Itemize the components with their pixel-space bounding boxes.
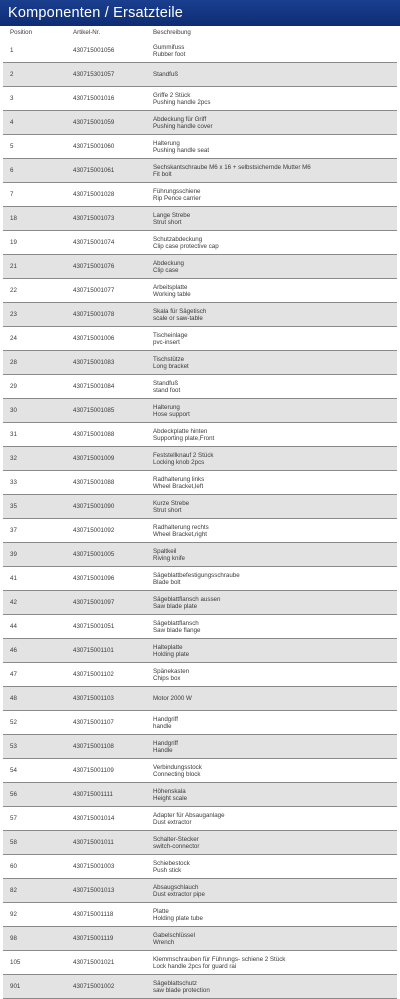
description-german: Schalter-Stecker <box>153 835 199 843</box>
description-english: Locking knob 2pcs <box>153 458 205 466</box>
header-position: Position <box>10 29 33 36</box>
description-german: Sägeblattschutz <box>153 979 198 987</box>
table-row <box>3 543 397 567</box>
cell-position: 82 <box>3 879 66 903</box>
table-row <box>3 63 397 87</box>
table-row <box>3 807 397 831</box>
cell-description <box>146 975 397 999</box>
cell-description <box>146 615 397 639</box>
description-german: Abdeckplatte hinten <box>153 427 208 435</box>
description-german: Radhalterung rechts <box>153 523 209 531</box>
table-row <box>3 207 397 231</box>
cell-article-number: 430715001005 <box>66 543 146 567</box>
description-german: Klemmschrauben für Führungs- schiene 2 Stück <box>153 955 286 963</box>
cell-description <box>146 543 397 567</box>
description-german: Führungsschiene <box>153 187 201 195</box>
description-english: Handle <box>153 746 173 754</box>
cell-position: 6 <box>3 159 66 183</box>
cell-article-number: 430715001059 <box>66 111 146 135</box>
cell-description <box>146 159 397 183</box>
table-row <box>3 375 397 399</box>
cell-article-number: 430715001078 <box>66 303 146 327</box>
description-german: Sechskantschraube M6 x 16 + selbstsichernde Mutter M6 <box>153 163 311 171</box>
cell-article-number: 430715001107 <box>66 711 146 735</box>
table-row <box>3 927 397 951</box>
cell-position: 57 <box>3 807 66 831</box>
cell-position: 98 <box>3 927 66 951</box>
cell-article-number: 430715001085 <box>66 399 146 423</box>
cell-article-number: 430715001097 <box>66 591 146 615</box>
description-english: scale or saw-table <box>153 314 203 322</box>
description-english: Strut short <box>153 506 182 514</box>
table-row <box>3 519 397 543</box>
cell-position: 54 <box>3 759 66 783</box>
table-row <box>3 879 397 903</box>
cell-description <box>146 687 397 711</box>
cell-description <box>146 519 397 543</box>
cell-description <box>146 135 397 159</box>
description-english: switch-connector <box>153 842 200 850</box>
description-german: Absaugschlauch <box>153 883 199 891</box>
description-german: Schiebestock <box>153 859 190 867</box>
description-english: Riving knife <box>153 554 185 562</box>
cell-description <box>146 663 397 687</box>
cell-position: 5 <box>3 135 66 159</box>
description-english: Pushing handle 2pcs <box>153 98 211 106</box>
description-english: Rip Pence carrier <box>153 194 201 202</box>
cell-description <box>146 63 397 87</box>
cell-position: 23 <box>3 303 66 327</box>
description-english: Saw blade flange <box>153 626 201 634</box>
description-german: Adapter für Absauganlage <box>153 811 225 819</box>
description-english: Wrench <box>153 938 175 946</box>
cell-position: 7 <box>3 183 66 207</box>
cell-article-number: 430715001076 <box>66 255 146 279</box>
table-row <box>3 399 397 423</box>
cell-description <box>146 399 397 423</box>
description-english: Fit bolt <box>153 170 172 178</box>
table-row <box>3 279 397 303</box>
cell-description <box>146 783 397 807</box>
description-german: Kurze Strebe <box>153 499 190 507</box>
description-german: Abdeckung <box>153 259 184 267</box>
cell-position: 48 <box>3 687 66 711</box>
description-german: Handgriff <box>153 739 178 747</box>
description-german: Sägeblattflansch <box>153 619 199 627</box>
description-german: Halteplatte <box>153 643 183 651</box>
table-row <box>3 135 397 159</box>
cell-position: 42 <box>3 591 66 615</box>
cell-position: 39 <box>3 543 66 567</box>
description-english: Dust extractor pipe <box>153 890 205 898</box>
cell-description <box>146 807 397 831</box>
cell-description <box>146 351 397 375</box>
description-english: Chips box <box>153 674 181 682</box>
cell-article-number: 430715001011 <box>66 831 146 855</box>
cell-description <box>146 591 397 615</box>
cell-position: 29 <box>3 375 66 399</box>
cell-article-number: 430715001028 <box>66 183 146 207</box>
cell-description <box>146 711 397 735</box>
cell-article-number: 430715001119 <box>66 927 146 951</box>
cell-position: 52 <box>3 711 66 735</box>
description-english: Dust extractor <box>153 818 192 826</box>
parts-table <box>3 26 397 999</box>
description-english: Connecting block <box>153 770 201 778</box>
cell-description <box>146 207 397 231</box>
cell-article-number: 430715001060 <box>66 135 146 159</box>
cell-article-number: 430715001003 <box>66 855 146 879</box>
cell-description <box>146 855 397 879</box>
cell-description <box>146 87 397 111</box>
cell-description <box>146 831 397 855</box>
table-row <box>3 591 397 615</box>
description-english: Saw blade plate <box>153 602 198 610</box>
description-english: Supporting plate,Front <box>153 434 215 442</box>
description-german: Spänekasten <box>153 667 190 675</box>
cell-description <box>146 327 397 351</box>
cell-position: 32 <box>3 447 66 471</box>
cell-description <box>146 183 397 207</box>
cell-position: 901 <box>3 975 66 999</box>
cell-position: 37 <box>3 519 66 543</box>
description-english: stand foot <box>153 386 181 394</box>
cell-article-number: 430715001051 <box>66 615 146 639</box>
table-row <box>3 423 397 447</box>
description-german: Höhenskala <box>153 787 186 795</box>
cell-article-number: 430715001006 <box>66 327 146 351</box>
description-english: Clip case <box>153 266 179 274</box>
table-row <box>3 447 397 471</box>
cell-article-number: 430715001111 <box>66 783 146 807</box>
cell-article-number: 430715001090 <box>66 495 146 519</box>
table-row <box>3 951 397 975</box>
table-row <box>3 255 397 279</box>
table-row <box>3 975 397 999</box>
description-english: Holding plate <box>153 650 190 658</box>
description-german: Spaltkeil <box>153 547 177 555</box>
description-english: pvc-insert <box>153 338 180 346</box>
cell-article-number: 430715001009 <box>66 447 146 471</box>
description-english: Push stick <box>153 866 182 874</box>
parts-table-container <box>0 26 400 999</box>
description-german: Feststellknauf 2 Stück <box>153 451 214 459</box>
cell-article-number: 430715001013 <box>66 879 146 903</box>
description-german: Gabelschlüssel <box>153 931 195 939</box>
cell-position: 53 <box>3 735 66 759</box>
cell-position: 21 <box>3 255 66 279</box>
description-english: Rubber foot <box>153 50 186 58</box>
cell-description <box>146 567 397 591</box>
description-german: Schutzabdeckung <box>153 235 203 243</box>
table-row <box>3 687 397 711</box>
description-english: Wheel Bracket,left <box>153 482 204 490</box>
cell-article-number: 430715001092 <box>66 519 146 543</box>
cell-article-number: 430715001077 <box>66 279 146 303</box>
cell-position: 3 <box>3 87 66 111</box>
cell-position: 60 <box>3 855 66 879</box>
description-german: Griffe 2 Stück <box>153 91 191 99</box>
cell-article-number: 430715001118 <box>66 903 146 927</box>
description-german: Verbindungsstock <box>153 763 202 771</box>
table-row <box>3 39 397 63</box>
description-english: Strut short <box>153 218 182 226</box>
cell-description <box>146 927 397 951</box>
table-row <box>3 615 397 639</box>
cell-position: 22 <box>3 279 66 303</box>
cell-article-number: 430715001108 <box>66 735 146 759</box>
cell-description <box>146 255 397 279</box>
description-german: Abdeckung für Griff <box>153 115 207 123</box>
cell-article-number: 430715301057 <box>66 63 146 87</box>
cell-article-number: 430715001074 <box>66 231 146 255</box>
cell-article-number: 430715001088 <box>66 471 146 495</box>
table-row <box>3 783 397 807</box>
description-german: Tischeinlage <box>153 331 188 339</box>
table-row <box>3 735 397 759</box>
description-german: Skala für Sägetisch <box>153 307 207 315</box>
description-german: Arbeitsplatte <box>153 283 188 291</box>
table-row <box>3 351 397 375</box>
table-row <box>3 663 397 687</box>
cell-article-number: 430715001109 <box>66 759 146 783</box>
cell-description <box>146 303 397 327</box>
description-english: Long bracket <box>153 362 189 370</box>
table-row <box>3 639 397 663</box>
description-german: Tischstütze <box>153 355 185 363</box>
cell-description <box>146 735 397 759</box>
table-header-row <box>3 26 397 39</box>
cell-position: 18 <box>3 207 66 231</box>
cell-position: 33 <box>3 471 66 495</box>
table-body <box>3 39 397 999</box>
description-english: Lock handle 2pcs for guard rai <box>153 962 237 970</box>
description-german: Halterung <box>153 403 180 411</box>
title-bar <box>0 0 400 26</box>
table-row <box>3 303 397 327</box>
table-row <box>3 495 397 519</box>
cell-position: 47 <box>3 663 66 687</box>
description-german: Handgriff <box>153 715 178 723</box>
cell-position: 35 <box>3 495 66 519</box>
description-german: Platte <box>153 907 169 915</box>
cell-description <box>146 495 397 519</box>
cell-article-number: 430715001096 <box>66 567 146 591</box>
cell-description <box>146 903 397 927</box>
cell-position: 1 <box>3 39 66 63</box>
description-english: Holding plate tube <box>153 914 203 922</box>
table-row <box>3 327 397 351</box>
cell-description <box>146 39 397 63</box>
description-english: Hose support <box>153 410 190 418</box>
table-row <box>3 183 397 207</box>
description-german: Sägeblattbefestigungsschraube <box>153 571 240 579</box>
table-row <box>3 903 397 927</box>
cell-position: 56 <box>3 783 66 807</box>
cell-description <box>146 471 397 495</box>
table-row <box>3 831 397 855</box>
description-german: Radhalterung links <box>153 475 205 483</box>
page-title: Komponenten / Ersatzteile <box>8 5 184 21</box>
cell-article-number: 430715001002 <box>66 975 146 999</box>
cell-description <box>146 231 397 255</box>
table-row <box>3 759 397 783</box>
description-english: Working table <box>153 290 191 298</box>
cell-article-number: 430715001084 <box>66 375 146 399</box>
cell-description <box>146 759 397 783</box>
cell-article-number: 430715001021 <box>66 951 146 975</box>
description-german: Standfuß <box>153 379 179 387</box>
cell-position: 19 <box>3 231 66 255</box>
cell-article-number: 430715001061 <box>66 159 146 183</box>
cell-description <box>146 447 397 471</box>
table-row <box>3 111 397 135</box>
cell-position: 92 <box>3 903 66 927</box>
cell-article-number: 430715001016 <box>66 87 146 111</box>
cell-article-number: 430715001103 <box>66 687 146 711</box>
description-german: Halterung <box>153 139 180 147</box>
cell-position: 105 <box>3 951 66 975</box>
cell-position: 30 <box>3 399 66 423</box>
cell-position: 41 <box>3 567 66 591</box>
description-english: Pushing handle cover <box>153 122 213 130</box>
description-german: Lange Strebe <box>153 211 191 219</box>
table-row <box>3 471 397 495</box>
description-german: Gummifuss <box>153 43 185 51</box>
cell-position: 28 <box>3 351 66 375</box>
description-english: Pushing handle seat <box>153 146 210 154</box>
cell-position: 31 <box>3 423 66 447</box>
header-article: Artikel-Nr. <box>73 29 101 36</box>
cell-description <box>146 423 397 447</box>
cell-position: 4 <box>3 111 66 135</box>
description-german: Standfuß <box>153 71 179 78</box>
cell-position: 44 <box>3 615 66 639</box>
table-row <box>3 711 397 735</box>
description-english: Wheel Bracket,right <box>153 530 207 538</box>
cell-article-number: 430715001073 <box>66 207 146 231</box>
cell-description <box>146 375 397 399</box>
cell-description <box>146 279 397 303</box>
cell-article-number: 430715001102 <box>66 663 146 687</box>
description-english: saw blade protection <box>153 986 210 994</box>
cell-article-number: 430715001083 <box>66 351 146 375</box>
cell-article-number: 430715001014 <box>66 807 146 831</box>
description-german: Sägeblattflansch aussen <box>153 595 221 603</box>
cell-description <box>146 951 397 975</box>
table-row <box>3 159 397 183</box>
description-english: Clip case protective cap <box>153 242 219 250</box>
description-german: Motor 2000 W <box>153 695 192 702</box>
cell-position: 46 <box>3 639 66 663</box>
cell-position: 58 <box>3 831 66 855</box>
table-row <box>3 87 397 111</box>
cell-article-number: 430715001101 <box>66 639 146 663</box>
description-english: handle <box>153 722 172 730</box>
cell-article-number: 430715001056 <box>66 39 146 63</box>
cell-description <box>146 111 397 135</box>
description-english: Blade bolt <box>153 578 181 586</box>
cell-position: 2 <box>3 63 66 87</box>
header-description: Beschreibung <box>153 29 191 36</box>
description-english: Height scale <box>153 794 188 802</box>
cell-position: 24 <box>3 327 66 351</box>
cell-article-number: 430715001088 <box>66 423 146 447</box>
table-row <box>3 855 397 879</box>
cell-description <box>146 639 397 663</box>
table-row <box>3 567 397 591</box>
cell-description <box>146 879 397 903</box>
table-row <box>3 231 397 255</box>
